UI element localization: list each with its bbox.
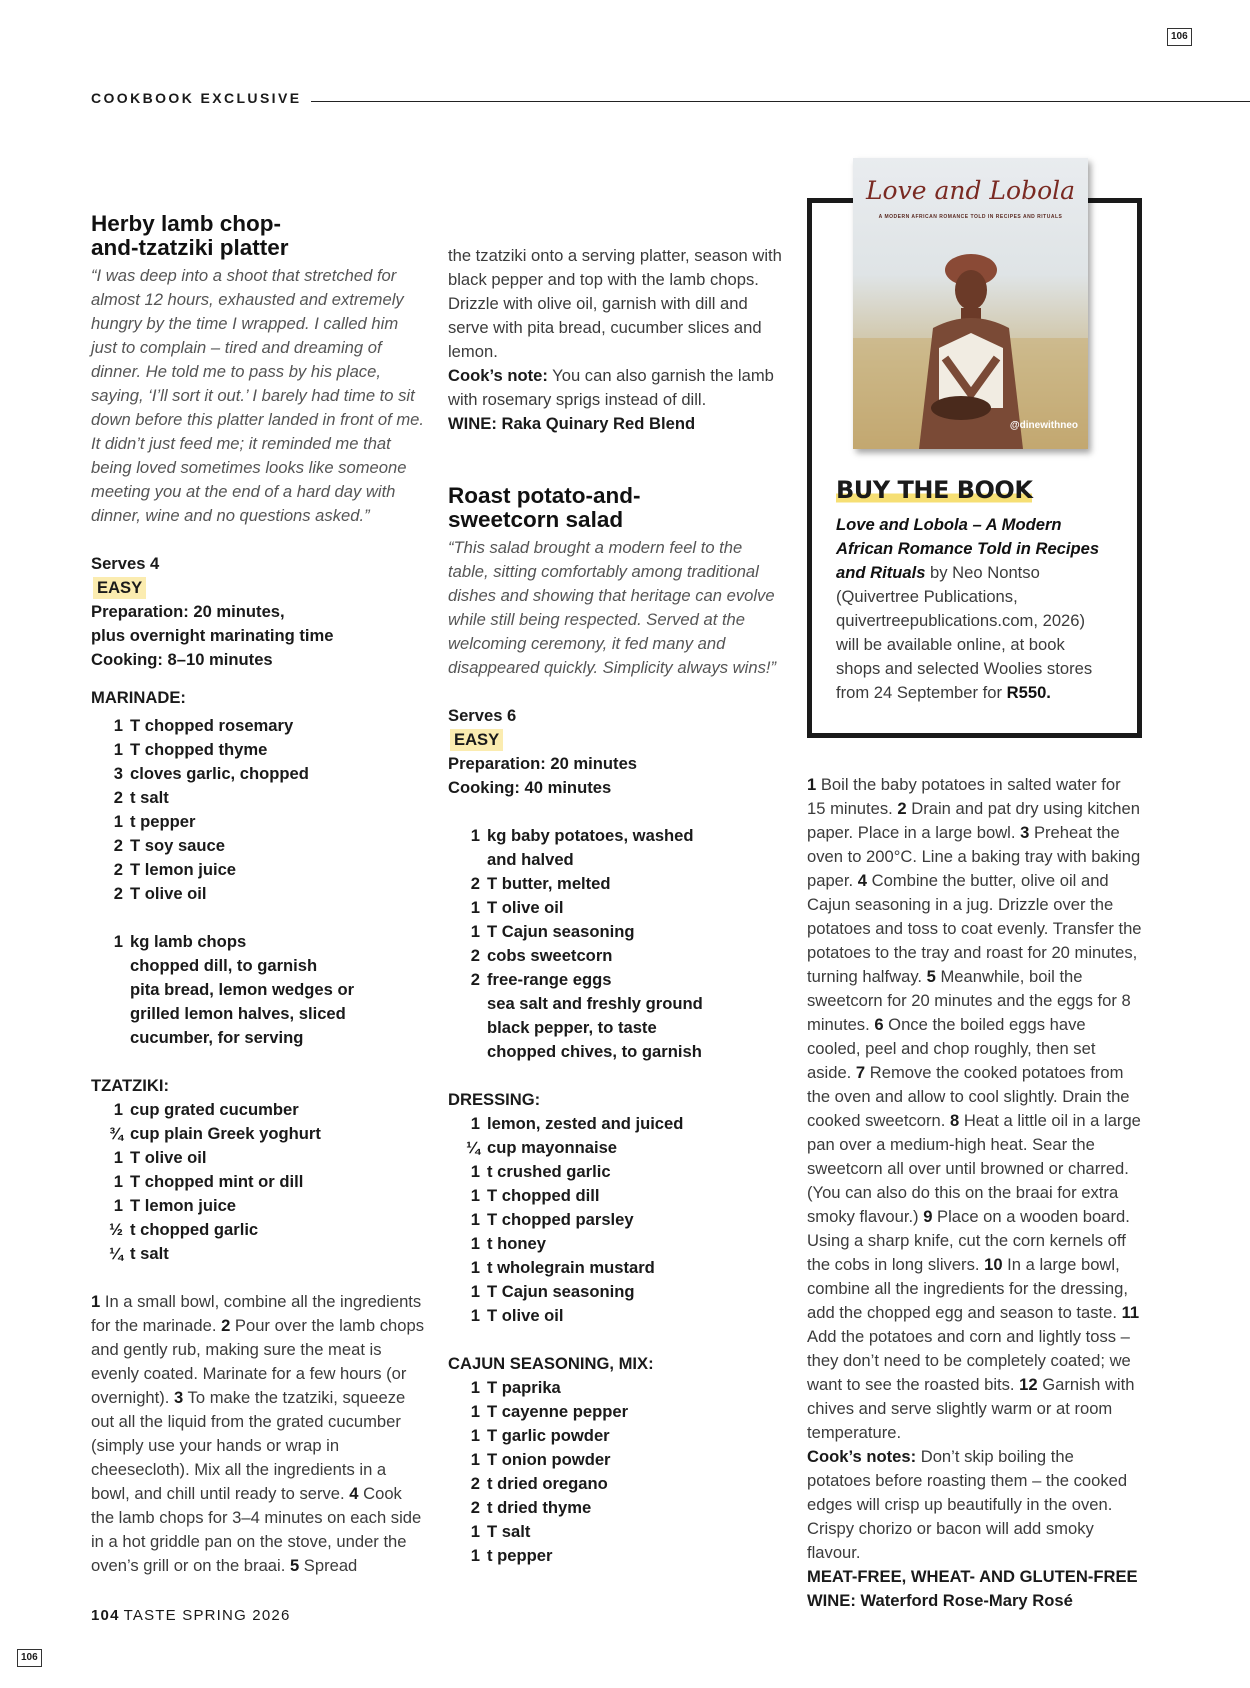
recipe1-title: Herby lamb chop- and-tzatziki platter <box>91 211 289 260</box>
tzatziki-list <box>91 1098 426 1266</box>
recipe2-intro: “This salad brought a modern feel to the table, sitting comfortably among traditional dishes and showing that heritage can evolve while still being respected. Served at the welcoming ceremony, it fed many and disappeared quickly. Simplicity always wins!” <box>448 538 777 677</box>
ingredient-row: sea salt and freshly ground black pepper, to taste <box>487 994 703 1037</box>
ingredient-row: 2 t dried thyme <box>470 1498 592 1517</box>
ingredient-row: pita bread, lemon wedges or grilled lemon halves, sliced cucumber, for serving <box>130 980 355 1047</box>
recipe2-prep: Preparation: 20 minutes <box>448 754 638 773</box>
ingredient-row: 1 kg baby potatoes, washed and halved <box>470 826 694 869</box>
section-header <box>91 88 1250 108</box>
ingredient-row: 2 free-range eggs <box>470 970 612 989</box>
ingredient-row: 1 T chopped dill <box>470 1186 600 1205</box>
ingredient-row: 1 T onion powder <box>470 1450 611 1469</box>
recipe2-difficulty-badge: EASY <box>450 729 503 751</box>
ingredient-row: 1 T olive oil <box>470 1306 564 1325</box>
extras-list <box>91 930 426 1050</box>
ingredient-row: 2 T butter, melted <box>470 874 611 893</box>
recipe1-prep: Preparation: 20 minutes, plus overnight marinating time <box>91 602 334 645</box>
recipe1-cooks-note: Cook’s note: You can also garnish the lamb with rosemary sprigs instead of dill. <box>448 366 774 409</box>
ingredient-row: 1 T chopped mint or dill <box>113 1172 304 1191</box>
recipe1-intro: “I was deep into a shoot that stretched for almost 12 hours, exhausted and extremely hungry by the time I wrapped. I called him just to complain – tired and dreaming of dinner. He told me to pass by his place, saying, ‘I’ll sort it out.’ I barely had time to sit down before this platter landed in front of me. It didn’t just feed me; it reminded me that being loved sometimes looks like someone meeting you at the end of a hard day with dinner, wine and no questions asked.” <box>91 266 424 525</box>
ingredient-row: chopped chives, to garnish <box>487 1042 702 1061</box>
ingredient-row: 1 lemon, zested and juiced <box>470 1114 684 1133</box>
buy-the-book-heading: BUY THE BOOK <box>836 476 1033 504</box>
page-tab-top: 106 <box>1167 28 1192 46</box>
cajun-list <box>448 1376 783 1568</box>
ingredient-row: 2 T olive oil <box>113 884 207 903</box>
ingredient-row: 1 t crushed garlic <box>470 1162 611 1181</box>
dressing-list <box>448 1112 783 1328</box>
recipe1-cooking: Cooking: 8–10 minutes <box>91 650 273 669</box>
book-cover-subtitle: A MODERN AFRICAN ROMANCE TOLD IN RECIPES AND RITUALS <box>878 214 1063 220</box>
recipe2-title: Roast potato-and- sweetcorn salad <box>448 483 641 532</box>
ingredient-row: 1 T lemon juice <box>113 1196 237 1215</box>
ingredient-row: 1 T Cajun seasoning <box>470 1282 635 1301</box>
ingredient-row: 1 T chopped parsley <box>470 1210 634 1229</box>
recipe1-difficulty-badge: EASY <box>93 577 146 599</box>
ingredient-row: ¾ cup plain Greek yoghurt <box>109 1124 321 1143</box>
ingredient-row: 1 T olive oil <box>113 1148 207 1167</box>
dressing-heading: DRESSING: <box>448 1090 541 1109</box>
ingredient-row: 1 T garlic powder <box>470 1426 610 1445</box>
cajun-heading: CAJUN SEASONING, MIX: <box>448 1354 654 1373</box>
ingredient-row: 1 t pepper <box>470 1546 553 1565</box>
ingredient-row: 1 T cayenne pepper <box>470 1402 629 1421</box>
book-cover <box>853 158 1088 449</box>
recipe1-serves: Serves 4 <box>91 554 160 573</box>
recipe2-cooking: Cooking: 40 minutes <box>448 778 612 797</box>
recipe1-method: 1 In a small bowl, combine all the ingredients for the marinade. 2 Pour over the lamb chops and gently rub, making sure the meat is evenly coated. Marinate for a few hours (or overnight). 3 To make the tzatziki, squeeze out all the liquid from the grated cucumber (simply use your hands or wrap in cheesecloth). Mix all the ingredients in a bowl, and chill until ready to serve. 4 Cook the lamb chops for 3–4 minutes on each side in a hot griddle pan on the stove, under the oven’s grill or on the braai. 5 Spread <box>91 1292 424 1575</box>
recipe2-wine: WINE: Waterford Rose-Mary Rosé <box>807 1591 1073 1610</box>
page-folio <box>91 1607 290 1624</box>
ingredient-row: 2 cobs sweetcorn <box>470 946 613 965</box>
book-cover-title: Love and Lobola <box>865 176 1076 205</box>
page-number: 104 <box>91 1607 120 1624</box>
page-tab-bottom: 106 <box>17 1649 42 1667</box>
ingredient-row: 1 cup grated cucumber <box>113 1100 299 1119</box>
ingredient-row: 1 t honey <box>470 1234 547 1253</box>
tzatziki-heading: TZATZIKI: <box>91 1076 170 1095</box>
recipe2-ingredients <box>448 824 783 1064</box>
recipe2-serves: Serves 6 <box>448 706 517 725</box>
book-cover-handle: @dinewithneo <box>1009 420 1078 431</box>
ingredient-row: 3 cloves garlic, chopped <box>113 764 309 783</box>
ingredient-row: 1 T chopped rosemary <box>113 716 294 735</box>
ingredient-row: 1 T paprika <box>470 1378 561 1397</box>
buy-the-book-text: Love and Lobola – A Modern African Romance Told in Recipes and Rituals by Neo Nontso (Quivertree Publications, quivertreepublications.com, 2026) will be available online, at book shops and selected Woolies stores from 24 September for R550. <box>836 515 1100 702</box>
ingredient-row: 1 kg lamb chops <box>113 932 247 951</box>
marinade-heading: MARINADE: <box>91 688 186 707</box>
section-label: COOKBOOK EXCLUSIVE <box>91 90 302 106</box>
recipe2-column <box>448 244 783 1568</box>
ingredient-row: 1 T Cajun seasoning <box>470 922 635 941</box>
ingredient-row: 1 T chopped thyme <box>113 740 268 759</box>
recipe1-method-continued: the tzatziki onto a serving platter, season with black pepper and top with the lamb chops. Drizzle with olive oil, garnish with dill and serve with pita bread, cucumber slices and lemon. <box>448 246 782 361</box>
ingredient-row: ¼ cup mayonnaise <box>466 1138 618 1157</box>
recipe2-method: 1 Boil the baby potatoes in salted water for 15 minutes. 2 Drain and pat dry using kitchen paper. Place in a large bowl. 3 Preheat the oven to 200°C. Line a baking tray with baking paper. 4 Combine the butter, olive oil and Cajun seasoning in a jug. Drizzle over the potatoes and toss to coat evenly. Transfer the potatoes to the tray and roast for 20 minutes, turning halfway. 5 Meanwhile, boil the sweetcorn for 20 minutes and the eggs for 8 minutes. 6 Once the boiled eggs have cooled, peel and chop roughly, then set aside. 7 Remove the cooked potatoes from the oven and allow to cool slightly. Drain the cooked sweetcorn. 8 Heat a little oil in a large pan over a medium-high heat. Sear the sweetcorn all over until browned or charred. (You can also do this on the braai for extra smoky flavour.) 9 Place on a wooden board. Using a sharp knife, cut the corn kernels off the cobs in long slivers. 10 In a large bowl, combine all the ingredients for the dressing, add the chopped egg and season to taste. 11 Add the potatoes and corn and lightly toss – they don’t need to be completely coated; we want to see the roasted bits. 12 Garnish with chives and serve slightly warm or at room temperature. <box>807 775 1142 1442</box>
ingredient-row: 1 t pepper <box>113 812 196 831</box>
ingredient-row: 2 T lemon juice <box>113 860 237 879</box>
recipe1-column <box>91 212 426 1578</box>
ingredient-row: 1 T salt <box>470 1522 531 1541</box>
magazine-issue: TASTE SPRING 2026 <box>123 1607 291 1624</box>
ingredient-row: 2 t salt <box>113 788 169 807</box>
marinade-list <box>91 714 426 906</box>
ingredient-row: ¼ t salt <box>109 1244 169 1263</box>
recipe2-method-column <box>807 773 1142 1613</box>
ingredient-row: 2 T soy sauce <box>113 836 226 855</box>
ingredient-row: ½ t chopped garlic <box>109 1220 259 1239</box>
ingredient-row: 1 T olive oil <box>470 898 564 917</box>
recipe2-diet: MEAT-FREE, WHEAT- AND GLUTEN-FREE <box>807 1567 1138 1586</box>
ingredient-row: chopped dill, to garnish <box>130 956 318 975</box>
header-rule <box>311 101 1250 102</box>
recipe1-wine: WINE: Raka Quinary Red Blend <box>448 414 696 433</box>
ingredient-row: 1 t wholegrain mustard <box>470 1258 655 1277</box>
recipe2-cooks-notes: Cook’s notes: Don’t skip boiling the potatoes before roasting them – the cooked edges will crisp up beautifully in the oven. Crispy chorizo or bacon will add smoky flavour. <box>807 1447 1128 1562</box>
ingredient-row: 2 t dried oregano <box>470 1474 608 1493</box>
